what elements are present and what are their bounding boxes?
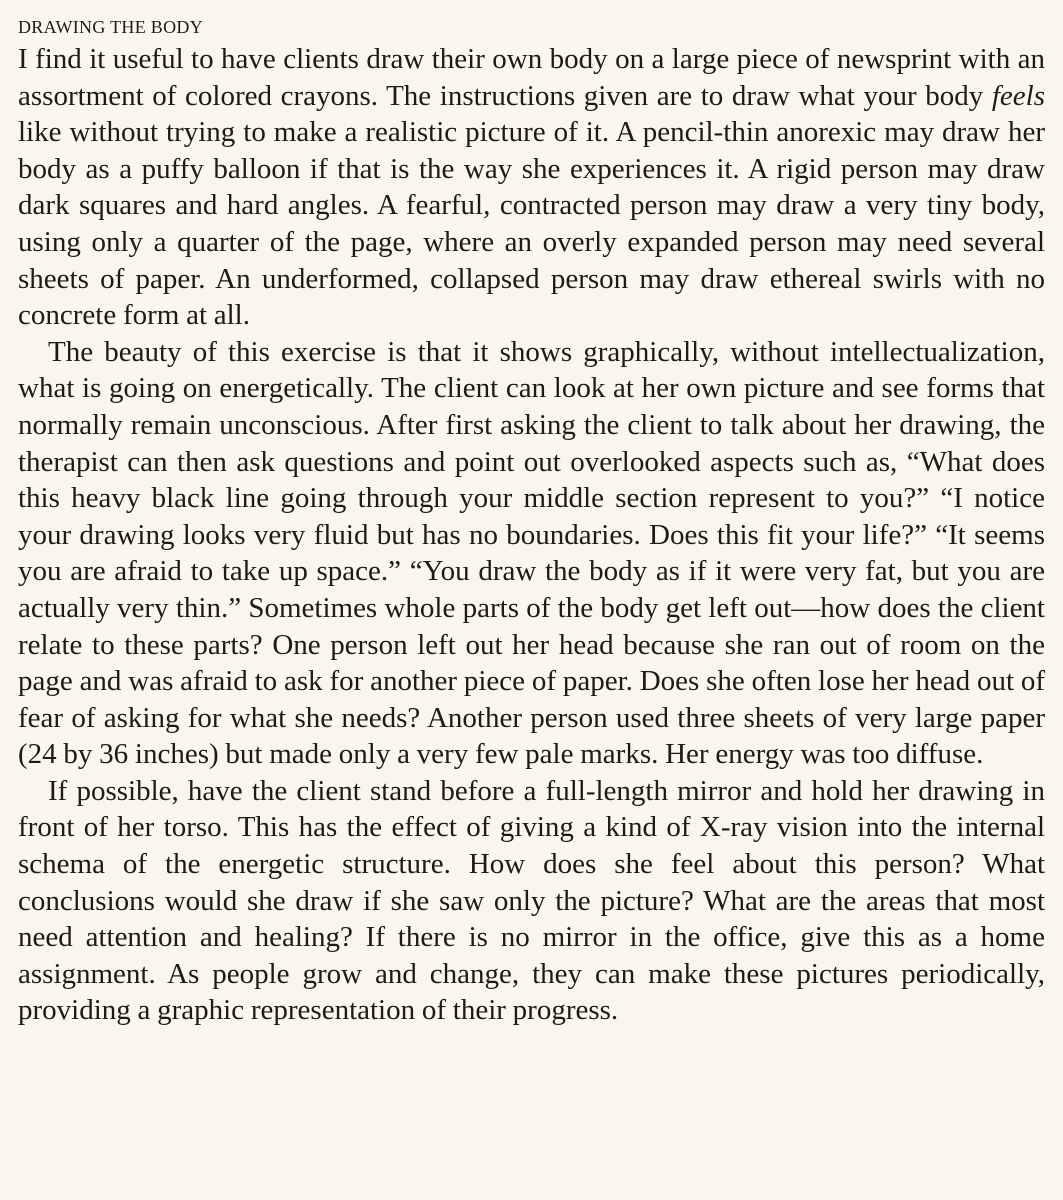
paragraph-1 — [18, 41, 1045, 334]
paragraph-2: The beauty of this exercise is that it shows graphically, without intellectualization, what is going on energetically. The client can look at her own picture and see forms that normally remain unconscious. After first asking the client to talk about her drawing, the therapist can then ask questions and point out overlooked aspects such as, “What does this heavy black line going through your middle section represent to you?” “I notice your drawing looks very fluid but has no boundaries. Does this fit your life?” “It seems you are afraid to take up space.” “You draw the body as if it were very fat, but you are actually very thin.” Sometimes whole parts of the body get left out—how does the client relate to these parts? One person left out her head because she ran out of room on the page and was afraid to ask for another piece of paper. Does she often lose her head out of fear of asking for what she needs? Another person used three sheets of very large paper (24 by 36 inches) but made only a very few pale marks. Her energy was too diffuse. — [18, 335, 1045, 771]
paragraph-3: If possible, have the client stand before a full-length mirror and hold her drawing in front of her torso. This has the effect of giving a kind of X-ray vision into the internal schema of the energetic structure. How does she feel about this person? What conclusions would she draw if she saw only the picture? What are the areas that most need attention and healing? If there is no mirror in the office, give this as a home assignment. As people grow and change, they can make these pictures periodically, providing a graphic representation of their progress. — [18, 774, 1045, 1027]
paragraph-1-emphasis: feels — [991, 79, 1045, 112]
section-heading: DRAWING THE BODY — [18, 17, 204, 37]
paragraph-1-text-end: like without trying to make a realistic picture of it. A pencil-thin anorexic may draw her body as a puffy balloon if that is the way she experiences it. A rigid person may draw dark squares and hard angles. A fearful, contracted person may draw a very tiny body, using only a quarter of the page, where an overly expanded person may need several sheets of paper. An underformed, collapsed person may draw ethereal swirls with no concrete form at all. — [18, 116, 1045, 332]
paragraph-1-text-start: I find it useful to have clients draw their own body on a large piece of newsprint with an assortment of colored crayons. The instructions given are to draw what your body — [18, 43, 1045, 112]
